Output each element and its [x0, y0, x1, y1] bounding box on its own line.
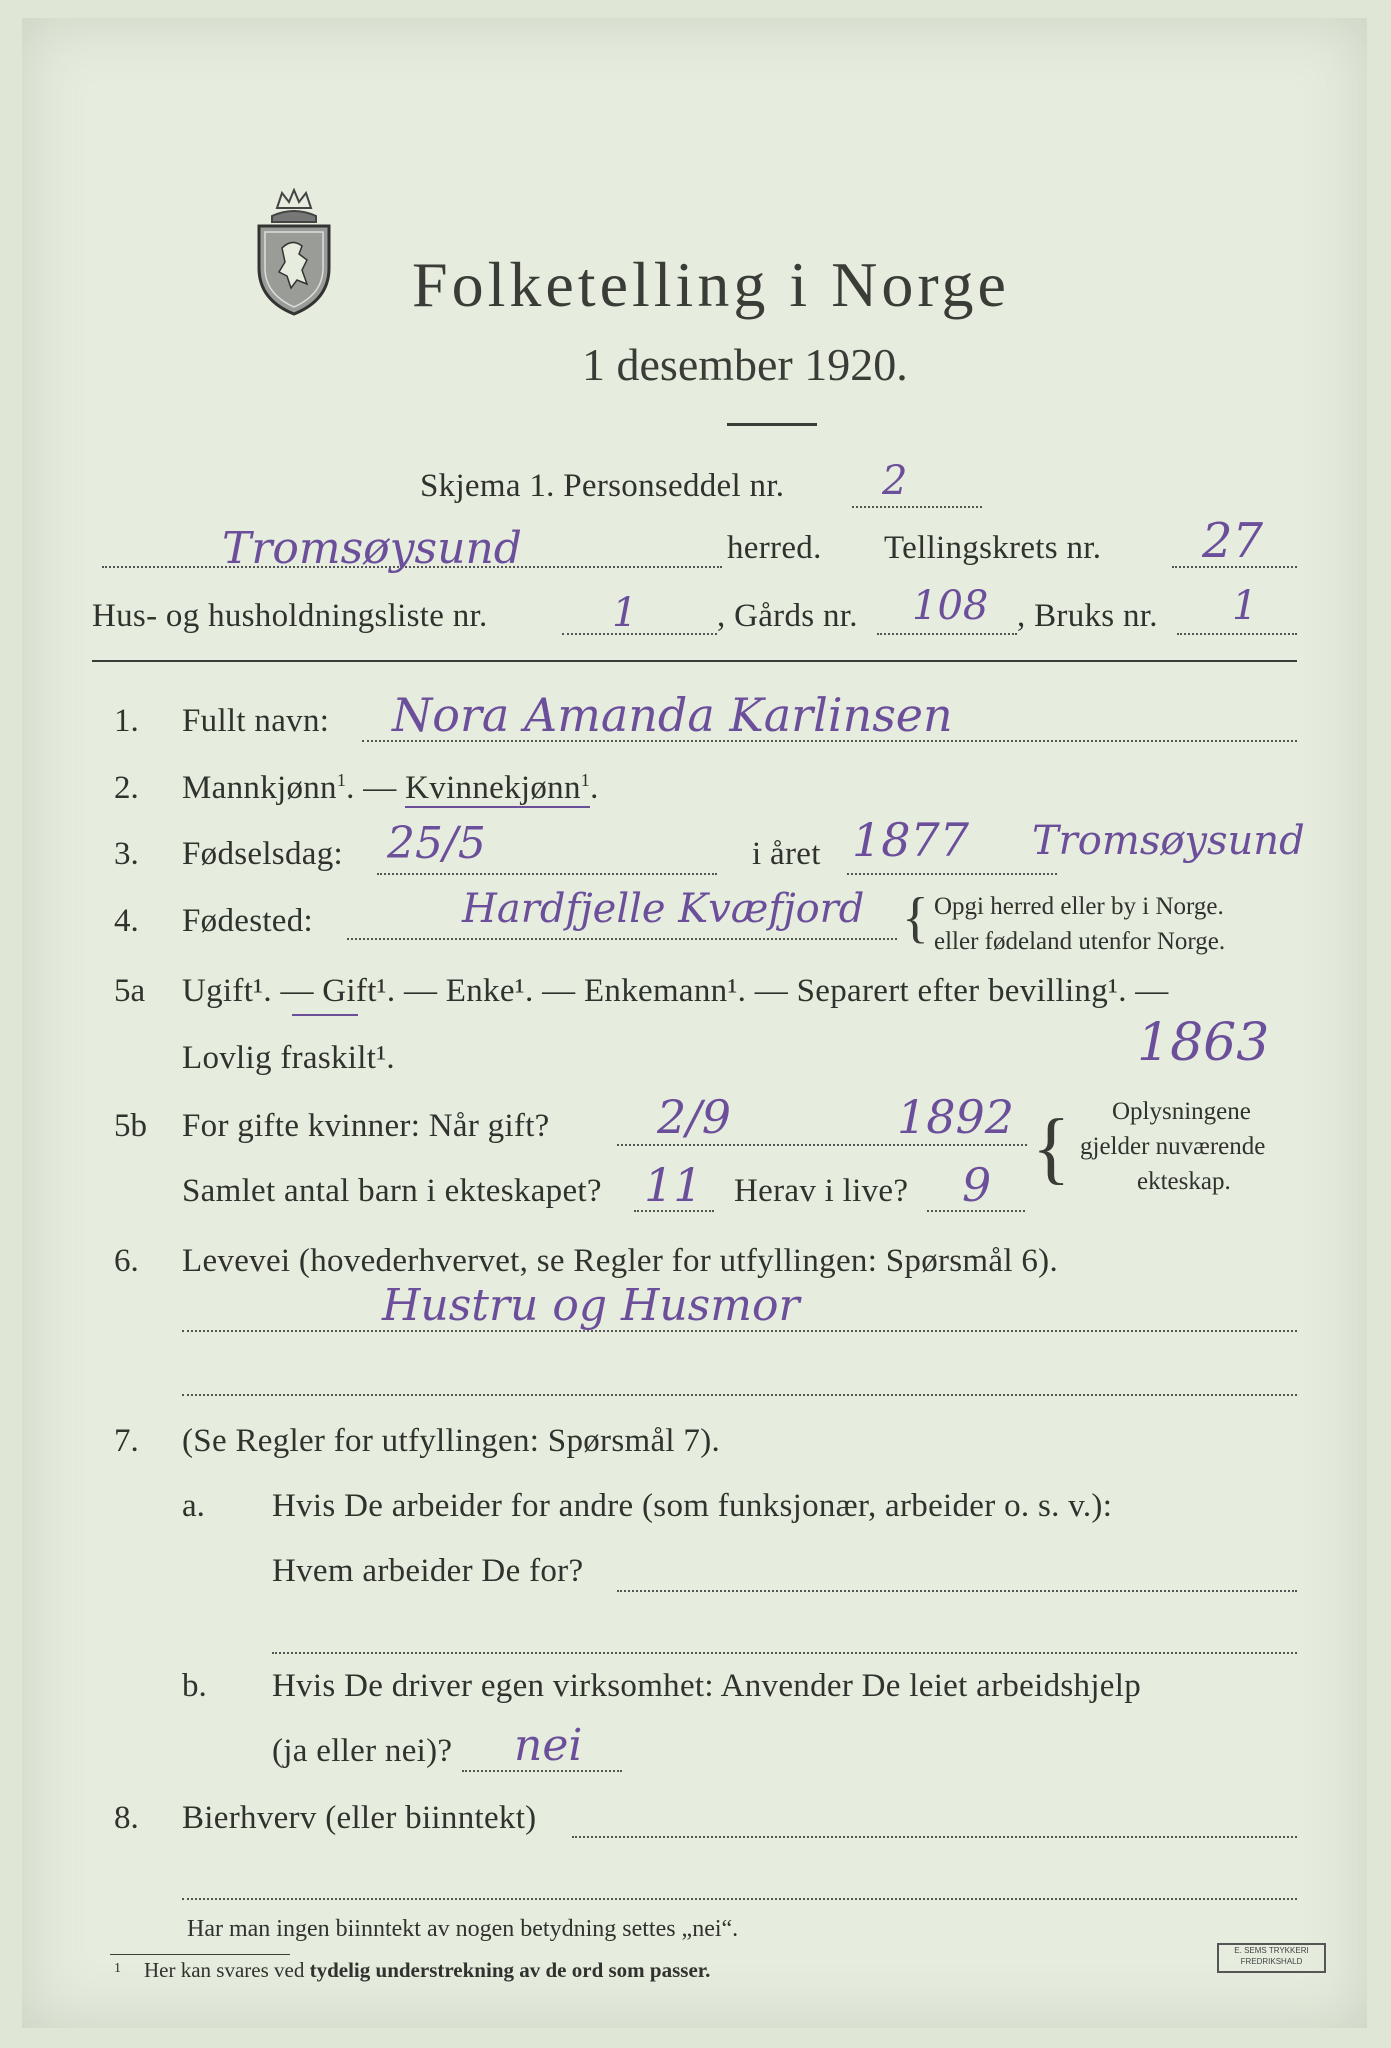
- marital-status-options: Ugift¹. — Gift¹. — Enke¹. — Enkemann¹. — Separert efter bevilling¹. —: [182, 973, 1169, 1009]
- q5b-note-line1: Oplysningene: [1112, 1098, 1251, 1125]
- q4-label: Fødested:: [182, 903, 314, 939]
- header-divider: [92, 660, 1297, 662]
- bruks-value: 1: [1232, 583, 1258, 629]
- q7a-line1: Hvis De arbeider for andre (som funksjonær, arbeider o. s. v.):: [272, 1488, 1113, 1524]
- footnote-divider: [110, 1954, 290, 1955]
- q8-number: 8.: [114, 1800, 139, 1836]
- q4-note-line1: Opgi herred eller by i Norge.: [934, 893, 1224, 920]
- q7-number: 7.: [114, 1423, 139, 1459]
- marriage-date-value: 2/9: [657, 1090, 732, 1144]
- tellingskrets-value: 27: [1202, 513, 1264, 569]
- birth-year-value: 1877: [852, 813, 970, 867]
- gards-field-line: [877, 633, 1017, 635]
- occupation-field-line-2: [182, 1394, 1297, 1396]
- married-underline: [292, 1014, 358, 1016]
- household-list-field-line: [562, 633, 717, 635]
- q4-number: 4.: [114, 903, 139, 939]
- marital-extra-note: 1863: [1137, 1013, 1270, 1073]
- hired-help-value: nei: [514, 1720, 583, 1771]
- children-count-label: Samlet antal barn i ekteskapet?: [182, 1173, 602, 1209]
- birthplace-extra-note: Tromsøysund: [1032, 818, 1305, 864]
- printer-stamp: E. SEMS TRYKKERI FREDRIKSHALD: [1217, 1943, 1326, 1973]
- q5b-note-line3: ekteskap.: [1137, 1168, 1231, 1195]
- birth-year-field-line: [847, 873, 1057, 875]
- q8-field-line-1: [572, 1836, 1297, 1838]
- q1-number: 1.: [114, 703, 139, 739]
- female-option-underlined: Kvinnekjønn$^1$: [405, 770, 591, 806]
- q7-label: (Se Regler for utfyllingen: Spørsmål 7).: [182, 1423, 721, 1459]
- q7b-line1: Hvis De driver egen virksomhet: Anvender De leiet arbeidshjelp: [272, 1668, 1142, 1704]
- schema-field-line: [852, 506, 982, 508]
- household-list-label: Hus- og husholdningsliste nr.: [92, 598, 488, 634]
- q5a-number: 5a: [114, 973, 146, 1009]
- sex-options: Mannkjønn$^1$. — Kvinnekjønn$^1$.: [182, 770, 599, 806]
- form-title: Folketelling i Norge: [412, 249, 1010, 320]
- children-alive-value: 9: [962, 1158, 992, 1212]
- tellingskrets-label: Tellingskrets nr.: [884, 530, 1102, 566]
- married-when-label: For gifte kvinner: Når gift?: [182, 1108, 550, 1144]
- q7b-line2: (ja eller nei)?: [272, 1733, 453, 1769]
- q2-number: 2.: [114, 770, 139, 806]
- gards-value: 108: [912, 583, 989, 629]
- q8-field-line-2: [182, 1898, 1297, 1900]
- title-divider: [727, 423, 817, 426]
- gards-label: , Gårds nr.: [717, 598, 858, 634]
- occupation-value: Hustru og Husmor: [382, 1280, 800, 1331]
- q3-field-line: [377, 873, 717, 875]
- census-date: 1 desember 1920.: [582, 339, 908, 390]
- q7a-line2: Hvem arbeider De for?: [272, 1553, 584, 1589]
- marriage-year-value: 1892: [897, 1090, 1015, 1144]
- q7b-number: b.: [182, 1668, 207, 1704]
- no-income-note: Har man ingen biinntekt av nogen betydning settes „nei“.: [187, 1916, 739, 1942]
- q5b-note-line2: gjelder nuværende: [1080, 1133, 1266, 1160]
- herred-value: Tromsøysund: [222, 523, 522, 574]
- full-name-value: Nora Amanda Karlinsen: [392, 688, 953, 742]
- children-count-value: 11: [644, 1158, 703, 1212]
- marital-status-line2: Lovlig fraskilt¹.: [182, 1040, 395, 1076]
- schema-label: Skjema 1. Personseddel nr.: [420, 468, 785, 504]
- norway-coat-of-arms-icon: [247, 188, 342, 318]
- q5b-brace: {: [1032, 1104, 1071, 1192]
- q6-number: 6.: [114, 1243, 139, 1279]
- q7a-number: a.: [182, 1488, 205, 1524]
- q7a-field-line-2: [272, 1652, 1297, 1654]
- children-alive-label: Herav i live?: [734, 1173, 909, 1209]
- q4-brace: {: [902, 887, 929, 949]
- q5b-number: 5b: [114, 1108, 147, 1144]
- bruks-field-line: [1177, 633, 1297, 635]
- q4-field-line: [347, 938, 897, 940]
- q8-label: Bierhverv (eller biinntekt): [182, 1800, 537, 1836]
- footnote-number: 1: [114, 1961, 121, 1976]
- schema-number: 2: [882, 458, 908, 504]
- q4-note-line2: eller fødeland utenfor Norge.: [934, 928, 1226, 955]
- herred-label: herred.: [727, 530, 822, 566]
- q1-label: Fullt navn:: [182, 703, 330, 739]
- birth-date-value: 25/5: [387, 818, 486, 869]
- q3-label: Fødselsdag:: [182, 836, 343, 872]
- birthplace-value: Hardfjelle Kvæfjord: [462, 886, 865, 932]
- q7a-field-line-1: [617, 1590, 1297, 1592]
- bruks-label: , Bruks nr.: [1017, 598, 1158, 634]
- occupation-label: Levevei (hovederhvervet, se Regler for utfyllingen: Spørsmål 6).: [182, 1243, 1059, 1279]
- household-list-value: 1: [612, 590, 638, 636]
- footnote-text: Her kan svares ved tydelig understrekning av de ord som passer.: [144, 1958, 711, 1982]
- married-when-field-line: [617, 1144, 1027, 1146]
- birth-year-label: i året: [752, 836, 821, 872]
- q3-number: 3.: [114, 836, 139, 872]
- census-form: [22, 18, 1367, 2028]
